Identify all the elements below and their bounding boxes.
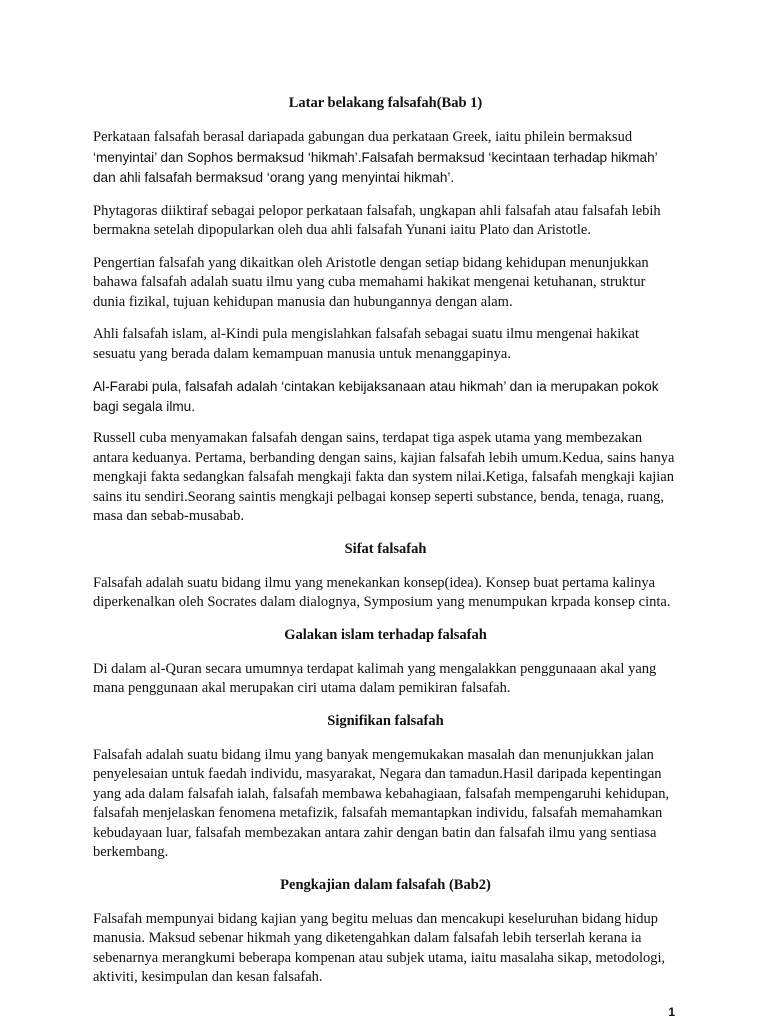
- document-page: [93, 84, 678, 1001]
- paragraph-aristotle: Pengertian falsafah yang dikaitkan oleh Aristotle dengan setiap bidang kehidupan menunjukkan bahawa falsafah adalah suatu ilmu yang cuba memahami hakikat mengenai ketuhanan, struktur dunia fizikal, tujuan kehidupan manusia dan hubungannya dengan alam.: [93, 254, 649, 310]
- paragraph-sifat: Falsafah adalah suatu bidang ilmu yang menekankan konsep(idea). Konsep buat pertama kalinya diperkenalkan oleh Socrates dalam dialognya, Symposium yang menumpukan krpada konsep cinta.: [93, 574, 671, 610]
- page-number: 1: [668, 1005, 675, 1019]
- paragraph-perkataan-falsafah-line1: Perkataan falsafah berasal dariapada gabungan dua perkataan Greek, iaitu philein bermaksud: [93, 129, 633, 145]
- heading-pengkajian: Pengkajian dalam falsafah (Bab2): [280, 876, 491, 893]
- paragraph-al-farabi: Al-Farabi pula, falsafah adalah ‘cintakan kebijaksanaan atau hikmah’ dan ia merupakan pokok bagi segala ilmu.: [93, 379, 659, 414]
- paragraph-signifikan: Falsafah adalah suatu bidang ilmu yang banyak mengemukakan masalah dan menunjukkan jalan penyelesaian untuk faedah individu, masyarakat, Negara dan tamadun.Hasil daripada kepentingan yang ada dalam falsafah ialah, falsafah membawa kebahagiaan, falsafah mempengaruhi kehidupan, falsafah menjelaskan fenomena metafizik, falsafah memantapkan individu, falsafah memahamkan kebudayaan luar, falsafah membezakan antara zahir dengan batin dan falsafah ilmu yang sentiasa berkembang.: [93, 746, 670, 860]
- paragraph-al-kindi: Ahli falsafah islam, al-Kindi pula mengislahkan falsafah sebagai suatu ilmu mengenai hakikat sesuatu yang berada dalam kemampuan manusia untuk menanggapinya.: [93, 326, 640, 362]
- heading-galakan-islam: Galakan islam terhadap falsafah: [284, 626, 487, 643]
- paragraph-pengkajian: Falsafah mempunyai bidang kajian yang begitu meluas dan mencakupi keseluruhan bidang hidup manusia. Maksud sebenar hikmah yang diketengahkan dalam falsafah lebih terserlah kerana ia sebenarnya merangkumi beberapa kompenan atau subjek utama, iaitu masalaha sikap, metodologi, aktiviti, kesimpulan dan kesan falsafah.: [93, 910, 666, 985]
- paragraph-perkataan-falsafah: [93, 128, 678, 189]
- heading-latar-belakang: Latar belakang falsafah(Bab 1): [288, 95, 483, 111]
- paragraph-perkataan-falsafah-line2: ‘menyintai’ dan Sophos bermaksud ‘hikmah’.Falsafah bermaksud ‘kecintaan terhadap hikmah’ dan ahli falsafah bermaksud ‘orang yang menyintai hikmah’.: [93, 149, 658, 185]
- paragraph-galakan: Di dalam al-Quran secara umumnya terdapat kalimah yang mengalakkan penggunaaan akal yang mana penggunaan akal merupakan ciri utama dalam pemikiran falsafah.: [93, 660, 657, 696]
- paragraph-russell: Russell cuba menyamakan falsafah dengan sains, terdapat tiga aspek utama yang membezakan antara keduanya. Pertama, berbanding dengan sains, kajian falsafah lebih umum.Kedua, sains hanya mengkaji fakta sedangkan falsafah mengkaji fakta dan system nilai.Ketiga, falsafah mengkaji kajian sains itu sendiri.Seorang saintis mengkaji pelbagai konsep seperti substance, benda, tenaga, ruang, masa dan sebab-musabab.: [93, 430, 675, 524]
- heading-sifat-falsafah: Sifat falsafah: [344, 540, 427, 557]
- paragraph-phytagoras: Phytagoras diiktiraf sebagai pelopor perkataan falsafah, ungkapan ahli falsafah atau falsafah lebih bermakna setelah dipopularkan oleh dua ahli falsafah Yunani iaitu Plato dan Aristotle.: [93, 202, 661, 238]
- heading-signifikan: Signifikan falsafah: [327, 712, 444, 729]
